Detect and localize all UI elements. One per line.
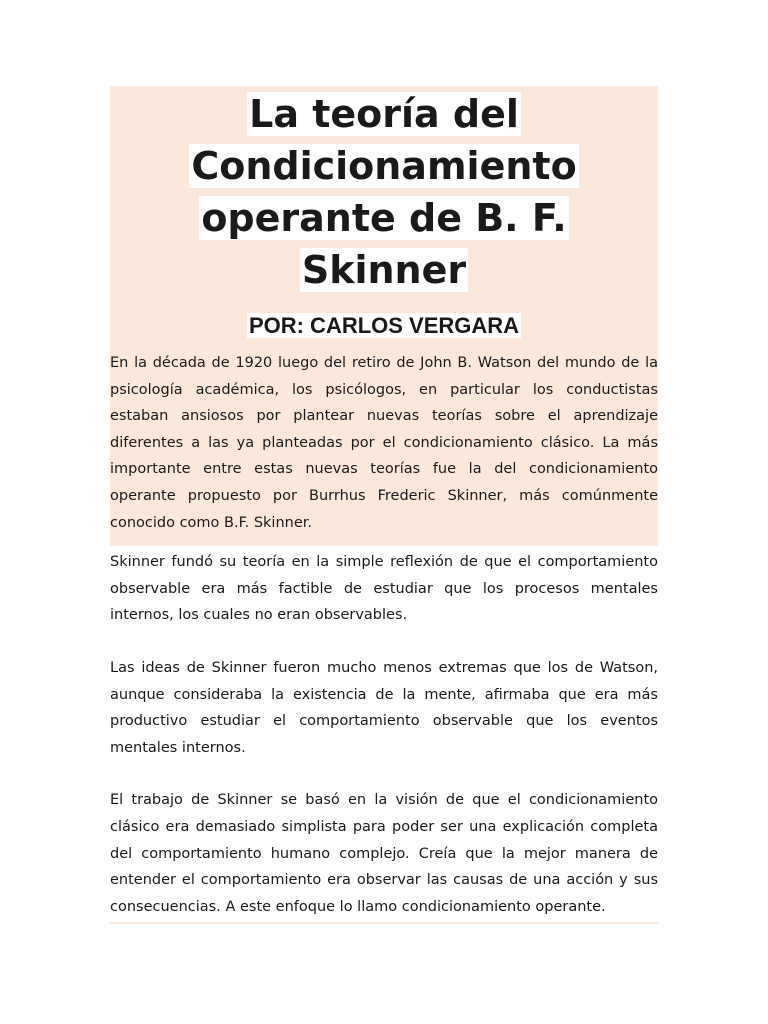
title-line-2: Condicionamiento <box>191 144 577 188</box>
title-line-1: La teoría del <box>249 92 519 136</box>
author-byline-text: POR: CARLOS VERGARA <box>248 313 520 338</box>
bottom-divider <box>110 922 658 924</box>
highlighted-section <box>110 86 658 546</box>
paragraph-3: El trabajo de Skinner se basó en la visión de que el condicionamiento clásico era demasiado simplista para poder ser una explicación completa del comportamiento humano complejo. Creía que la mejor manera de entender el comportamiento era observar las causas de una acción y sus consecuencias. A este enfoque lo llamo condicionamiento operante. <box>110 792 658 915</box>
title-block <box>110 86 658 296</box>
title-line-4: Skinner <box>301 248 467 292</box>
author-byline <box>110 312 658 340</box>
paragraph-1: Skinner fundó su teoría en la simple reflexión de que el comportamiento observable era más factible de estudiar que los procesos mentales internos, los cuales no eran observables. <box>110 554 658 624</box>
document-page <box>110 86 658 924</box>
paragraph-2: Las ideas de Skinner fueron mucho menos extremas que los de Watson, aunque consideraba la existencia de la mente, afirmaba que era más productivo estudiar el comportamiento observable que los eventos mentales internos. <box>110 659 658 756</box>
title-line-3: operante de B. F. <box>201 196 567 240</box>
intro-paragraph: En la década de 1920 luego del retiro de John B. Watson del mundo de la psicología académica, los psicólogos, en particular los conductistas estaban ansiosos por plantear nuevas teorías sobre el aprendizaje diferentes a las ya planteadas por el condicionamiento clásico. La más importante entre estas nuevas teorías fue la del condicionamiento operante propuesto por Burrhus Frederic Skinner, más comúnmente conocido como B.F. Skinner. <box>110 355 658 531</box>
body-section <box>110 546 658 920</box>
document-title <box>110 88 658 296</box>
